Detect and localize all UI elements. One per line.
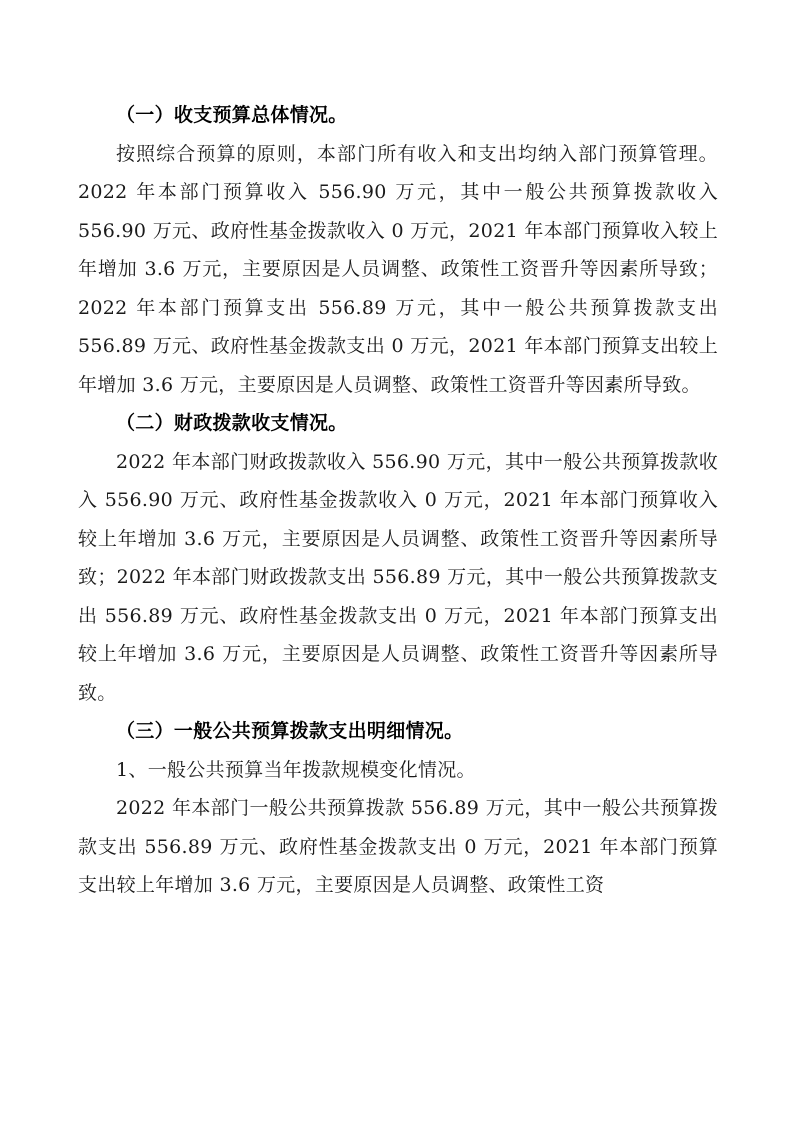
section-heading-budget-overview: （一）收支预算总体情况。 (116, 104, 348, 126)
paragraph-budget-overview: 按照综合预算的原则，本部门所有收入和支出均纳入部门预算管理。2022 年本部门预算收入 556.90 万元，其中一般公共预算拨款收入 556.90 万元、政府性基金拨款收入 0 万元，2021 年本部门预算收入较上年增加 3.6 万元，主要原因是人员调整、政策性工资晋升等因素所导致；2022 年本部门预算支出 556.89 万元，其中一般公共预算拨款支出 556.89 万元、政府性基金拨款支出 0 万元，2021 年本部门预算支出较上年增加 3.6 万元，主要原因是人员调整、政策性工资晋升等因素所导致。 (78, 142, 718, 396)
section-heading-fiscal-appropriation: （二）财政拨款收支情况。 (116, 412, 348, 434)
paragraph-general-budget-detail: 2022 年本部门一般公共预算拨款 556.89 万元，其中一般公共预算拨款支出 556.89 万元、政府性基金拨款支出 0 万元，2021 年本部门预算支出较上年增加 3.6 万元，主要原因是人员调整、政策性工资 (78, 797, 718, 896)
section-heading-general-budget-detail: （三）一般公共预算拨款支出明细情况。 (116, 720, 464, 742)
paragraph-fiscal-appropriation: 2022 年本部门财政拨款收入 556.90 万元，其中一般公共预算拨款收入 556.90 万元、政府性基金拨款收入 0 万元，2021 年本部门预算收入较上年增加 3.6 万元，主要原因是人员调整、政策性工资晋升等因素所导致；2022 年本部门财政拨款支出 556.89 万元，其中一般公共预算拨款支出 556.89 万元、政府性基金拨款支出 0 万元，2021 年本部门预算支出较上年增加 3.6 万元，主要原因是人员调整、政策性工资晋升等因素所导致。 (78, 450, 718, 704)
document-body (78, 96, 718, 905)
subheading-scale-change: 1、一般公共预算当年拨款规模变化情况。 (116, 758, 476, 781)
